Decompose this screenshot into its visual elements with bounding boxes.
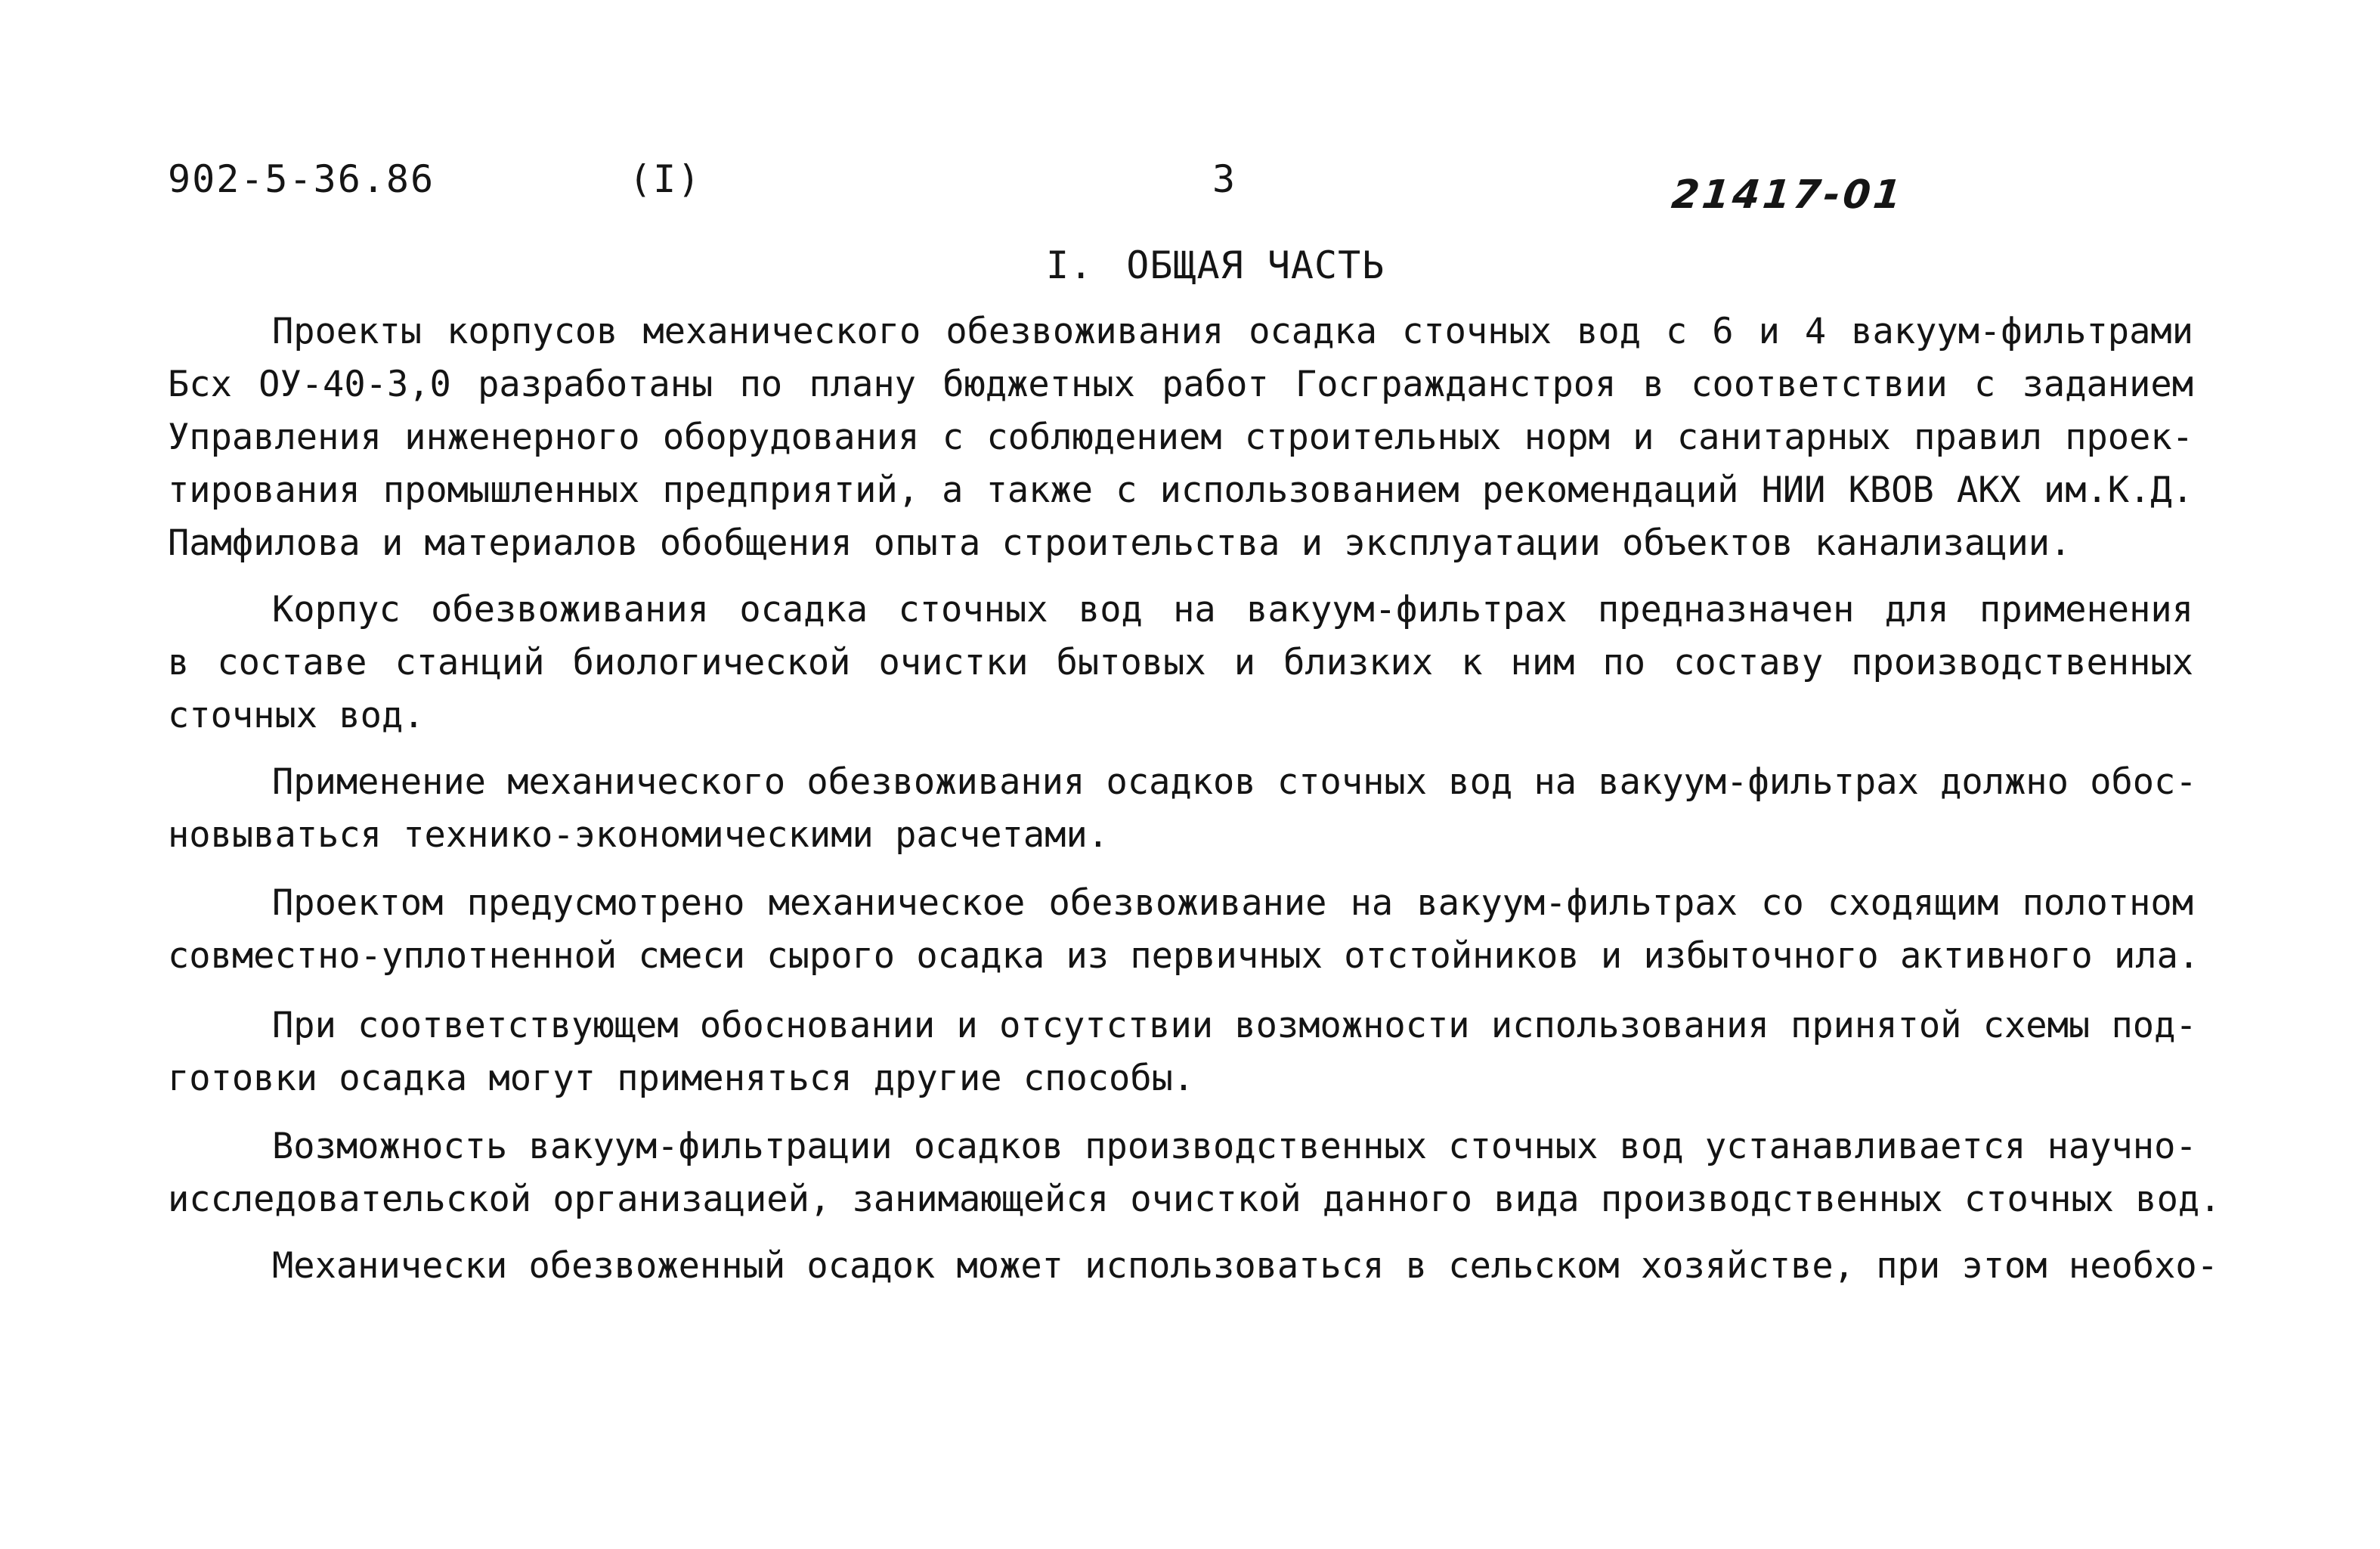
paragraph — [168, 1240, 2218, 1293]
document-code: 902-5-36.86 — [168, 157, 435, 201]
section-heading — [1046, 243, 1385, 287]
text-line: Механически обезвоженный осадок может использоваться в сельском хозяйстве, при этом необхо- — [272, 1245, 2218, 1287]
text-line: Корпус обезвоживания осадка сточных вод на вакуум-фильтрах предназначен для применения — [272, 589, 2193, 630]
text-line: Памфилова и материалов обобщения опыта строительства и эксплуатации объектов канализации. — [168, 522, 2072, 564]
paragraph — [168, 1120, 2221, 1226]
text-line: Проектом предусмотрено механическое обезвоживание на вакуум-фильтрах со сходящим полотном — [272, 882, 2193, 924]
section-number: I. — [1046, 243, 1094, 287]
inventory-number: 21417-01 — [1669, 172, 1907, 218]
paragraph — [168, 756, 2197, 862]
text-line: совместно-уплотненной смеси сырого осадка из первичных отстойников и избыточного активного ила. — [168, 935, 2200, 977]
text-line: Бсх ОУ-40-3,0 разработаны по плану бюджетных работ Госгражданстроя в соответствии с заданием — [168, 364, 2193, 405]
text-line: Применение механического обезвоживания осадков сточных вод на вакуум-фильтрах должно обос- — [272, 761, 2197, 803]
section-title: ОБЩАЯ ЧАСТЬ — [1126, 243, 1385, 287]
paragraph — [168, 999, 2197, 1105]
part-number: (I) — [629, 157, 702, 201]
text-line: тирования промышленных предприятий, а также с использованием рекомендаций НИИ КВОВ АКХ им.К.Д. — [168, 469, 2193, 511]
text-line: готовки осадка могут применяться другие способы. — [168, 1058, 1195, 1099]
text-line: исследовательской организацией, занимающейся очисткой данного вида производственных сточных вод. — [168, 1179, 2221, 1220]
paragraph — [168, 877, 2200, 983]
paragraph — [168, 305, 2193, 570]
text-line: Управления инженерного оборудования с соблюдением строительных норм и санитарных правил проек- — [168, 417, 2193, 458]
paragraph — [168, 584, 2193, 742]
page-number: 3 — [1212, 157, 1237, 201]
text-line: При соответствующем обосновании и отсутствии возможности использования принятой схемы под- — [272, 1005, 2197, 1046]
text-line: в составе станций биологической очистки бытовых и близких к ним по составу производственных — [168, 642, 2193, 683]
text-line: Возможность вакуум-фильтрации осадков производственных сточных вод устанавливается научно- — [272, 1126, 2197, 1167]
text-line: сточных вод. — [168, 695, 425, 736]
text-line: Проекты корпусов механического обезвоживания осадка сточных вод с 6 и 4 вакуум-фильтрами — [272, 311, 2193, 352]
text-line: новываться технико-экономическими расчетами. — [168, 814, 1110, 856]
